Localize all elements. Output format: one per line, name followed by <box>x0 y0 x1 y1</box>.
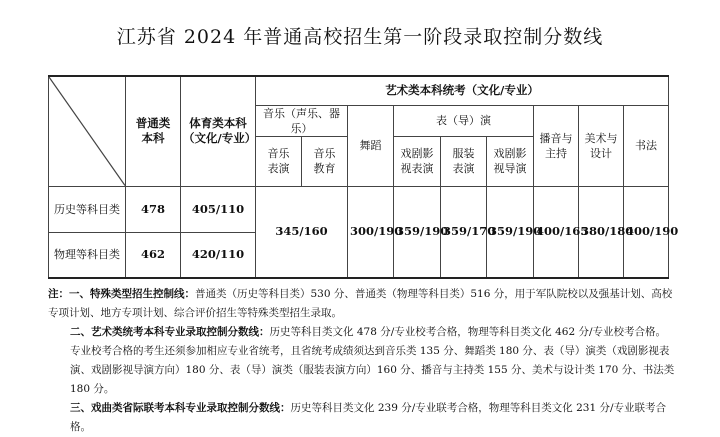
header-dance: 舞蹈 <box>348 105 394 186</box>
header-art-group: 艺术类本科统考（文化/专业） <box>256 76 669 105</box>
notes-section <box>48 285 676 437</box>
header-act-group: 表（导）演 <box>394 105 534 136</box>
header-calligraphy: 书法 <box>624 105 669 186</box>
header-design: 美术与 设计 <box>579 105 624 186</box>
header-general: 普通类 本科 <box>126 76 181 186</box>
note-3: 三、戏曲类省际联考本科专业录取控制分数线：历史等科目类文化 239 分/专业联考合格，物理等科目类文化 231 分/专业联考合格。 <box>70 402 667 433</box>
diagonal-header-cell <box>49 76 126 186</box>
page-title: 江苏省 2024 年普通高校招生第一阶段录取控制分数线 <box>116 26 604 48</box>
calligraphy-score: 400/190 <box>624 186 669 278</box>
costume-perform-score: 359/170 <box>441 186 487 278</box>
header-drama-direct: 戏剧影 视导演 <box>487 136 534 186</box>
row-label-history: 历史等科目类 <box>49 186 126 232</box>
design-score: 380/180 <box>579 186 624 278</box>
music-score: 345/160 <box>256 186 348 278</box>
sports-score-history: 405/110 <box>181 186 256 232</box>
general-score-history: 478 <box>126 186 181 232</box>
header-costume-perform: 服装 表演 <box>441 136 487 186</box>
header-sports: 体育类本科 （文化/专业） <box>181 76 256 186</box>
drama-direct-score: 359/190 <box>487 186 534 278</box>
dance-score: 300/190 <box>348 186 394 278</box>
broadcast-score: 400/165 <box>534 186 579 278</box>
table-row <box>49 186 669 232</box>
row-label-physics: 物理等科目类 <box>49 232 126 278</box>
note-1: 注：一、特殊类型招生控制线：普通类（历史等科目类）530 分、普通类（物理等科目类）516 分，用于军队院校以及强基计划、高校专项计划、地方专项计划、综合评价招生等特殊类型招生录取。 <box>48 288 673 319</box>
header-music-edu: 音乐 教育 <box>302 136 348 186</box>
general-score-physics: 462 <box>126 232 181 278</box>
header-drama-perform: 戏剧影 视表演 <box>394 136 441 186</box>
sports-score-physics: 420/110 <box>181 232 256 278</box>
header-music-group: 音乐（声乐、器乐） <box>256 105 348 136</box>
score-table <box>48 75 679 279</box>
header-music-perform: 音乐 表演 <box>256 136 302 186</box>
header-broadcast: 播音与 主持 <box>534 105 579 186</box>
drama-perform-score: 359/190 <box>394 186 441 278</box>
note-2: 二、艺术类统考本科专业录取控制分数线：历史等科目类文化 478 分/专业校考合格，物理等科目类文化 462 分/专业校考合格。专业校考合格的考生还须参加相应专业省统考，且省统考成绩须达到音乐类 135 分、舞蹈类 180 分、表（导）演类（戏剧影视表演、戏剧影视导演方向）180 分、表（导）演类（服装表演方向）160 分、播音与主持类 155 分、美术与设计类 170 分、书法类 180 分。 <box>70 326 675 395</box>
diagonal-line <box>49 77 125 186</box>
